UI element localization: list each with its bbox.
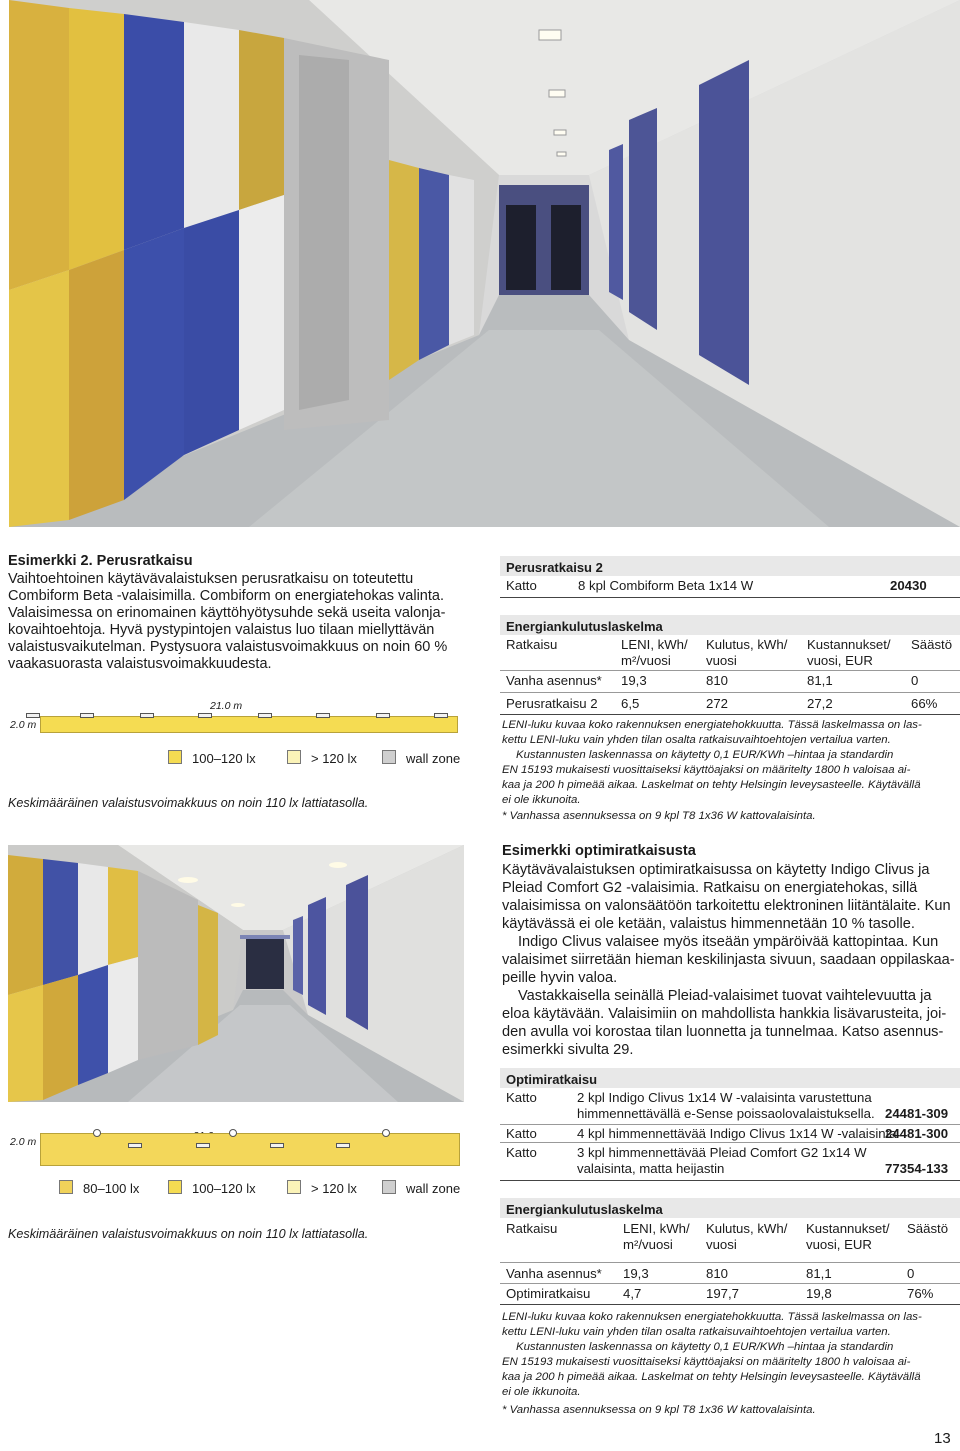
t2-col-ratkaisu: Ratkaisu [506, 1221, 558, 1236]
table1-header: Perusratkaisu 2 [500, 556, 960, 576]
table2-energy-title: Energiankulutuslaskelma [500, 1198, 960, 1218]
t2-note-1: LENI-luku kuvaa koko rakennuksen energiatehokkuutta. Tässä laskelmassa on las- [502, 1311, 922, 1323]
t1-col-kulutus-unit: vuosi [706, 653, 737, 668]
example2-line-2: Combiform Beta -valaisimilla. Combiform on energiatehokas valinta. [8, 588, 444, 604]
t1-note-7: * Vanhassa asennuksessa on 9 kpl T8 1x36 W kattovalaisinta. [502, 810, 816, 822]
example2-line-5: valaistusvaikutelman. Pystysuora valaistusvoimakkuus on noin 60 % [8, 639, 448, 655]
plan2-wall-luminaire [93, 1129, 101, 1137]
legend-swatch-wall-zone [382, 750, 396, 764]
t1-col-saasto: Säästö [911, 637, 953, 652]
t2-col-saasto: Säästö [907, 1221, 949, 1236]
t2-e2-c3: 197,7 [706, 1286, 740, 1301]
t2-r3-desc2: valaisinta, matta heijastin [577, 1161, 725, 1176]
example2-line-3: Valaisimessa on erinomainen käyttöhyötysuhde sekä useita valonja- [8, 605, 446, 621]
t2-e1-c3: 810 [706, 1266, 729, 1281]
t2-col-leni-unit: m²/vuosi [623, 1237, 673, 1252]
plan1-luminaire [258, 713, 272, 718]
optimal-line-4: käytävässä ei ole ketään, valaistus himmennetään 10 % tasolle. [502, 916, 915, 932]
t1-note-2: kettu LENI-luku vain yhden tilan osalta ratkaisuvaihtoehtojen vertailua varten. [502, 734, 891, 746]
optimal-line-8: Vastakkaisella seinällä Pleiad-valaisimet tuovat vaihtelevuutta ja [518, 988, 932, 1004]
plan2-luminaire [128, 1143, 142, 1148]
table2-rule [500, 1124, 960, 1125]
plan1-legend-over-120: > 120 lx [311, 751, 357, 766]
t2-r1-label: Katto [506, 1090, 537, 1105]
legend-swatch-over-120 [287, 1180, 301, 1194]
plan1-height-label: 2.0 m [10, 719, 37, 731]
plan2-legend-100-120: 100–120 lx [192, 1181, 256, 1196]
table2-header: Optimiratkaisu [500, 1068, 960, 1088]
plan1-caption: Keskimääräinen valaistusvoimakkuus on noin 110 lx lattiatasolla. [8, 796, 369, 810]
plan2-wall-luminaire [229, 1129, 237, 1137]
t2-r2-desc1: 4 kpl himmennettävää Indigo Clivus 1x14 W -valaisinta [577, 1126, 897, 1141]
plan2-luminaire [270, 1143, 284, 1148]
table1-rule [500, 670, 960, 671]
plan2-legend-80-100: 80–100 lx [83, 1181, 140, 1196]
t2-e1-c1: Vanha asennus* [506, 1266, 602, 1281]
plan1-legend-100-120: 100–120 lx [192, 751, 256, 766]
corridor-photo-top [9, 0, 960, 527]
example2-line-1: Vaihtoehtoinen käytävävalaistuksen perusratkaisu on toteutettu [8, 571, 414, 587]
t1-note-6: ei ole ikkunoita. [502, 794, 581, 806]
plan2-wall-luminaire [382, 1129, 390, 1137]
example2-line-4: kovaihtoehtoja. Hyvä pystypintojen valaistus luo tilaan miellyttävän [8, 622, 435, 638]
plan1-luminaire [80, 713, 94, 718]
t1-col-kulutus: Kulutus, kWh/ [706, 637, 788, 652]
t2-e1-c2: 19,3 [623, 1266, 649, 1281]
example2-line-6: vaakasuorasta valaistusvoimakkuudesta. [8, 656, 272, 672]
t1-col-ratkaisu: Ratkaisu [506, 637, 558, 652]
table2-rule [500, 1304, 960, 1305]
t1-r1-c3: 810 [706, 673, 729, 688]
legend-swatch-over-120 [287, 750, 301, 764]
table1-row-label: Katto [506, 578, 537, 593]
t2-e1-c5: 0 [907, 1266, 915, 1281]
optimal-line-9: eloa käytävään. Valaisimiin on mahdollista hankkia lisävarusteita, joi- [502, 1006, 947, 1022]
lighting-plan-1 [0, 690, 470, 810]
plan1-luminaire [140, 713, 154, 718]
t1-note-4: EN 15193 mukaisesti vuosittaiseksi käyttöajaksi on määritelty 1800 h valoisaa ai- [502, 764, 911, 776]
plan2-illuminance-strip [40, 1133, 460, 1166]
t2-r3-desc1: 3 kpl himmennettävää Pleiad Comfort G2 1x14 W [577, 1145, 867, 1160]
plan2-legend-over-120: > 120 lx [311, 1181, 357, 1196]
t1-note-3: Kustannusten laskennassa on käytetty 0,1 EUR/KWh –hintaa ja standardin [516, 749, 894, 761]
legend-swatch-100-120 [168, 1180, 182, 1194]
t1-col-kustannukset-unit: vuosi, EUR [807, 653, 873, 668]
table2-rule [500, 1283, 960, 1284]
plan2-legend-wall-zone: wall zone [406, 1181, 461, 1196]
plan1-luminaire [198, 713, 212, 718]
t1-r2-c2: 6,5 [621, 696, 640, 711]
legend-swatch-wall-zone [382, 1180, 396, 1194]
plan1-luminaire [26, 713, 40, 718]
plan1-luminaire [316, 713, 330, 718]
t1-r1-c1: Vanha asennus* [506, 673, 602, 688]
plan1-legend-wall-zone: wall zone [406, 751, 461, 766]
t2-r3-code: 77354-133 [885, 1161, 949, 1176]
t2-e2-c4: 19,8 [806, 1286, 832, 1301]
optimal-line-1: Käytävävalaistuksen optimiratkaisussa on käytetty Indigo Clivus ja [502, 862, 930, 878]
legend-swatch-80-100 [59, 1180, 73, 1194]
t2-note-2: kettu LENI-luku vain yhden tilan osalta ratkaisuvaihtoehtojen vertailua varten. [502, 1326, 891, 1338]
lighting-plan-2 [0, 1120, 470, 1245]
t2-r1-desc2: himmennettävällä e-Sense poissaolovalaistuksella. [577, 1106, 875, 1121]
t2-r2-code: 24481-300 [885, 1126, 949, 1141]
t2-col-kustannukset: Kustannukset/ [806, 1221, 890, 1236]
table1-row-code: 20430 [890, 578, 927, 593]
table2-rule [500, 1262, 960, 1263]
t1-r1-c2: 19,3 [621, 673, 647, 688]
plan2-height-label: 2.0 m [10, 1136, 37, 1148]
optimal-line-5: Indigo Clivus valaisee myös itseään ympäröivää kattopintaa. Kun [518, 934, 939, 950]
t1-r2-c4: 27,2 [807, 696, 833, 711]
t1-r1-c4: 81,1 [807, 673, 833, 688]
t2-e1-c4: 81,1 [806, 1266, 832, 1281]
optimal-title: Esimerkki optimiratkaisusta [502, 843, 696, 859]
t2-e2-c2: 4,7 [623, 1286, 642, 1301]
t1-col-leni: LENI, kWh/ [621, 637, 688, 652]
page-number: 13 [934, 1430, 951, 1447]
t2-r3-label: Katto [506, 1145, 537, 1160]
table2-rule [500, 1142, 960, 1143]
t1-r2-c1: Perusratkaisu 2 [506, 696, 598, 711]
plan2-luminaire [196, 1143, 210, 1148]
t2-e2-c1: Optimiratkaisu [506, 1286, 591, 1301]
optimal-line-6: valaisimet siirretään hieman keskilinjasta sivuun, saadaan oppilaskaa- [502, 952, 955, 968]
legend-swatch-100-120 [168, 750, 182, 764]
table2-rule [500, 1180, 960, 1181]
optimal-line-3: valaisimissa on valonsäätöön tarkoitettu elektroninen liitäntälaite. Kun [502, 898, 951, 914]
t2-col-kulutus-unit: vuosi [706, 1237, 737, 1252]
t1-col-kustannukset: Kustannukset/ [807, 637, 891, 652]
t2-note-3: Kustannusten laskennassa on käytetty 0,1 EUR/KWh –hintaa ja standardin [516, 1341, 894, 1353]
t2-r1-desc1: 2 kpl Indigo Clivus 1x14 W -valaisinta varustettuna [577, 1090, 872, 1105]
table1-energy-title: Energiankulutuslaskelma [500, 615, 960, 635]
optimal-line-11: esimerkki sivulta 29. [502, 1042, 634, 1058]
t2-e2-c5: 76% [907, 1286, 934, 1301]
plan1-illuminance-strip [40, 716, 458, 733]
t2-note-5: kaa ja 200 h pimeää aikaa. Laskelmat on tehty Helsingin leveysasteelle. Käytävällä [502, 1371, 921, 1383]
plan2-caption: Keskimääräinen valaistusvoimakkuus on noin 110 lx lattiatasolla. [8, 1227, 369, 1241]
corridor-photo-bottom [8, 845, 464, 1102]
t1-note-1: LENI-luku kuvaa koko rakennuksen energiatehokkuutta. Tässä laskelmassa on las- [502, 719, 922, 731]
optimal-line-2: Pleiad Comfort G2 -valaisimia. Ratkaisu on energiatehokas, sillä [502, 880, 918, 896]
example2-title: Esimerkki 2. Perusratkaisu [8, 553, 193, 569]
t2-r2-label: Katto [506, 1126, 537, 1141]
table1-rule [500, 597, 960, 598]
t1-r2-c5: 66% [911, 696, 938, 711]
optimal-line-10: den avulla voi korostaa tilan luonnetta ja tunnelmaa. Katso asennus- [502, 1024, 944, 1040]
t2-note-6: ei ole ikkunoita. [502, 1386, 581, 1398]
t1-r2-c3: 272 [706, 696, 729, 711]
table1-row-desc: 8 kpl Combiform Beta 1x14 W [578, 578, 754, 593]
plan1-width-label: 21.0 m [210, 700, 243, 712]
plan2-luminaire [336, 1143, 350, 1148]
t2-r1-code: 24481-309 [885, 1106, 949, 1121]
t1-col-leni-unit: m²/vuosi [621, 653, 671, 668]
table1-rule [500, 714, 960, 715]
plan1-luminaire [376, 713, 390, 718]
t1-note-5: kaa ja 200 h pimeää aikaa. Laskelmat on tehty Helsingin leveysasteelle. Käytävällä [502, 779, 921, 791]
t2-note-7: * Vanhassa asennuksessa on 9 kpl T8 1x36 W kattovalaisinta. [502, 1404, 816, 1416]
plan1-luminaire [434, 713, 448, 718]
t1-r1-c5: 0 [911, 673, 919, 688]
optimal-line-7: peille hyvin valoa. [502, 970, 618, 986]
table1-rule [500, 692, 960, 693]
t2-col-kustannukset-unit: vuosi, EUR [806, 1237, 872, 1252]
t2-note-4: EN 15193 mukaisesti vuosittaiseksi käyttöajaksi on määritelty 1800 h valoisaa ai- [502, 1356, 911, 1368]
t2-col-leni: LENI, kWh/ [623, 1221, 690, 1236]
t2-col-kulutus: Kulutus, kWh/ [706, 1221, 788, 1236]
